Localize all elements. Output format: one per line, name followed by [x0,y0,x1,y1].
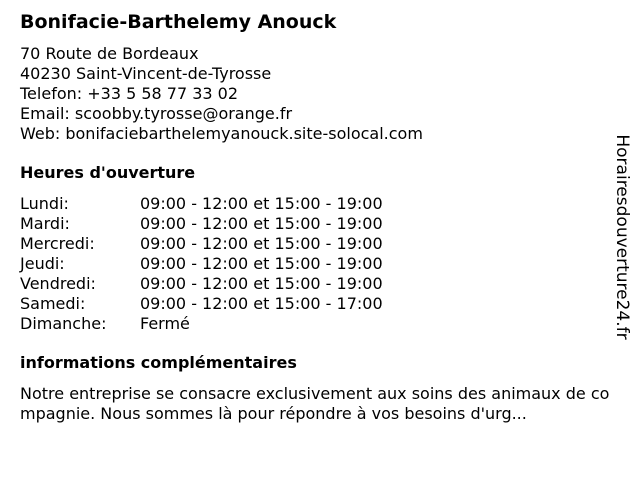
time-value: 09:00 - 12:00 et 15:00 - 19:00 [140,214,383,233]
day-label: Mardi: [20,214,70,233]
day-label: Samedi: [20,294,86,313]
day-label: Lundi: [20,194,69,213]
info-heading: informations complémentaires [20,353,297,372]
time-value: 09:00 - 12:00 et 15:00 - 19:00 [140,274,383,293]
info-text: Notre entreprise se consacre exclusivement aux soins des animaux de compagnie. Nous sommes là pour répondre à vos besoins d'urg... [20,384,610,423]
hours-heading: Heures d'ouverture [20,163,196,182]
phone-line: Telefon: +33 5 58 77 33 02 [20,84,239,103]
contact-block [20,44,423,144]
time-value: Fermé [140,314,190,333]
address-street: 70 Route de Bordeaux [20,44,199,63]
day-label: Vendredi: [20,274,96,293]
time-value: 09:00 - 12:00 et 15:00 - 17:00 [140,294,383,313]
site-watermark: Horairesdouverture24.fr [612,134,632,340]
address-city: 40230 Saint-Vincent-de-Tyrosse [20,64,272,83]
day-label: Dimanche: [20,314,107,333]
web-line: Web: bonifaciebarthelemyanouck.site-solocal.com [20,124,423,143]
day-label: Mercredi: [20,234,95,253]
day-label: Jeudi: [20,254,65,273]
email-line: Email: scoobby.tyrosse@orange.fr [20,104,293,123]
business-name: Bonifacie-Barthelemy Anouck [20,11,337,33]
time-value: 09:00 - 12:00 et 15:00 - 19:00 [140,234,383,253]
time-value: 09:00 - 12:00 et 15:00 - 19:00 [140,254,383,273]
time-value: 09:00 - 12:00 et 15:00 - 19:00 [140,194,383,213]
